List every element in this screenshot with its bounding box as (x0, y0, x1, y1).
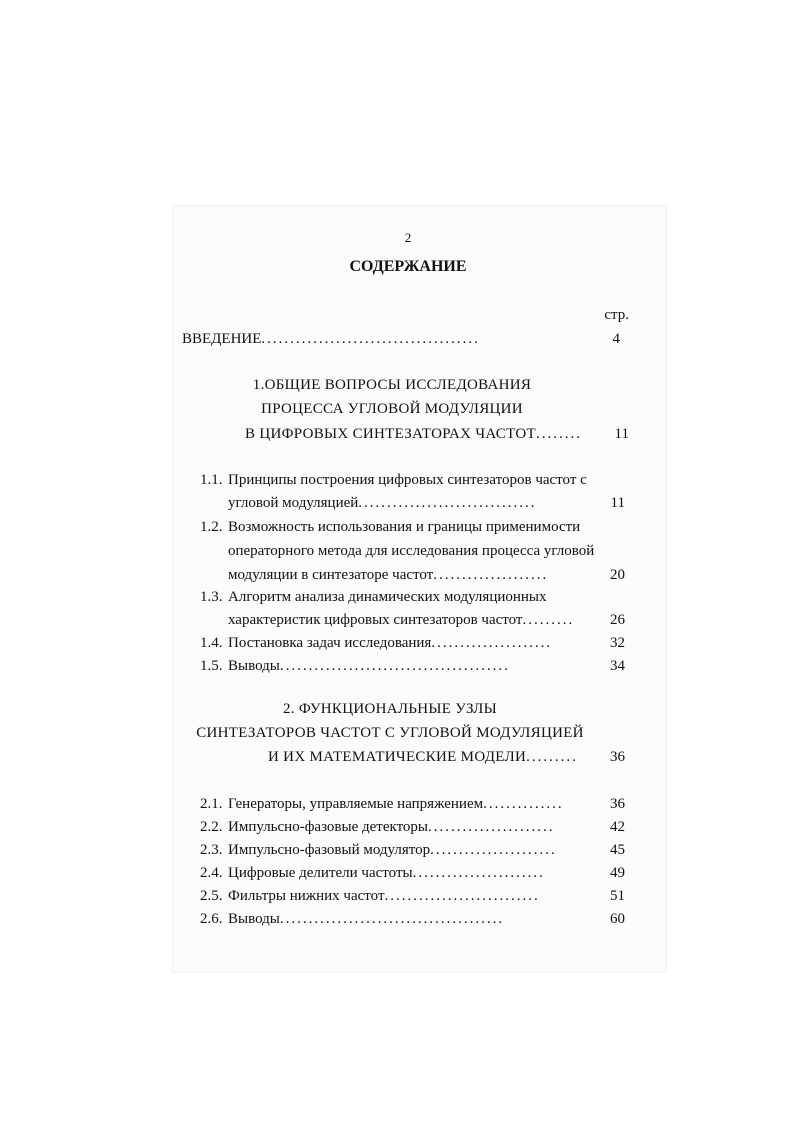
toc-leader-dots: ........................................ (279, 658, 510, 674)
toc-item-text: угловой модуляцией (228, 495, 359, 511)
toc-item-page: 42 (610, 819, 625, 835)
toc-item-number: 2.6. (200, 911, 223, 927)
toc-item-line: Алгоритм анализа динамических модуляционных (228, 589, 547, 605)
toc-item-last-line (228, 794, 564, 814)
toc-item-last-line (228, 656, 510, 676)
toc-item-number: 2.5. (200, 888, 223, 904)
chapter1-heading-line2: ПРОЦЕССА УГЛОВОЙ МОДУЛЯЦИИ (261, 401, 523, 417)
toc-leader-dots: ........................... (384, 888, 540, 904)
toc-item-last-line (228, 610, 574, 630)
chapter2-heading-text: И ИХ МАТЕМАТИЧЕСКИЕ МОДЕЛИ (268, 749, 527, 765)
toc-entry-text: ВВЕДЕНИЕ (182, 331, 262, 347)
toc-item-last-line (228, 863, 545, 883)
toc-item-text: Постановка задач исследования (228, 635, 432, 651)
chapter2-heading-line3 (268, 747, 578, 767)
toc-item-page: 32 (610, 635, 625, 651)
toc-item-number: 2.2. (200, 819, 223, 835)
toc-leader-dots: ............................... (358, 495, 537, 511)
toc-entry-intro (182, 329, 480, 349)
toc-leader-dots: ....................... (412, 865, 545, 881)
toc-item-last-line (228, 840, 557, 860)
toc-item-last-line (228, 909, 504, 929)
chapter2-heading-line2: СИНТЕЗАТОРОВ ЧАСТОТ С УГЛОВОЙ МОДУЛЯЦИЕЙ (196, 725, 584, 741)
toc-item-text: Фильтры нижних частот (228, 888, 385, 904)
toc-item-number: 1.5. (200, 658, 223, 674)
toc-leader-dots: ....................................... (279, 911, 505, 927)
toc-item-page: 20 (610, 567, 625, 583)
toc-leader-dots: ...................... (430, 842, 557, 858)
toc-item-page: 51 (610, 888, 625, 904)
toc-item-text: Импульсно-фазовые детекторы (228, 819, 429, 835)
chapter2-page: 36 (610, 749, 625, 765)
toc-item-text: Выводы (228, 658, 280, 674)
chapter1-heading-line1: 1.ОБЩИЕ ВОПРОСЫ ИССЛЕДОВАНИЯ (252, 377, 532, 393)
toc-leader-dots: .............. (483, 796, 564, 812)
toc-item-text: характеристик цифровых синтезаторов частот (228, 612, 523, 628)
toc-item-number: 2.3. (200, 842, 223, 858)
toc-item-page: 45 (610, 842, 625, 858)
toc-leader-dots: .................... (433, 567, 549, 583)
toc-item-page: 36 (610, 796, 625, 812)
toc-item-text: модуляции в синтезаторе частот (228, 567, 434, 583)
toc-item-number: 1.2. (200, 519, 223, 535)
toc-item-number: 2.1. (200, 796, 223, 812)
toc-item-text: Импульсно-фазовый модулятор (228, 842, 431, 858)
toc-item-page: 26 (610, 612, 625, 628)
toc-item-number: 1.3. (200, 589, 223, 605)
toc-item-last-line (228, 886, 540, 906)
toc-item-line: операторного метода для исследования процесса угловой (228, 543, 595, 559)
toc-item-text: Генераторы, управляемые напряжением (228, 796, 484, 812)
toc-item-number: 1.4. (200, 635, 223, 651)
toc-item-number: 1.1. (200, 472, 223, 488)
toc-leader-dots: ...................... (428, 819, 555, 835)
toc-item-page: 11 (610, 495, 625, 511)
toc-entry-page: 4 (612, 331, 620, 347)
page-title: СОДЕРЖАНИЕ (349, 258, 467, 275)
toc-item-text: Выводы (228, 911, 280, 927)
toc-item-text: Цифровые делители частоты (228, 865, 413, 881)
toc-item-last-line (228, 565, 548, 585)
toc-leader-dots: ..................... (431, 635, 553, 651)
toc-item-page: 60 (610, 911, 625, 927)
chapter1-heading-line3 (245, 424, 582, 444)
toc-item-last-line (228, 493, 537, 513)
toc-leader-dots: ........ (535, 426, 582, 442)
chapter2-heading-line1: 2. ФУНКЦИОНАЛЬНЫЕ УЗЛЫ (282, 701, 498, 717)
toc-item-number: 2.4. (200, 865, 223, 881)
toc-item-last-line (228, 817, 555, 837)
toc-leader-dots: ......... (526, 749, 578, 765)
toc-item-last-line (228, 633, 552, 653)
toc-item-line: Возможность использования и границы применимости (228, 519, 581, 535)
page-column-label: стр. (604, 307, 629, 323)
chapter1-page: 11 (614, 426, 629, 442)
toc-leader-dots: ......... (522, 612, 575, 628)
page-number: 2 (404, 230, 412, 245)
chapter1-heading-text: В ЦИФРОВЫХ СИНТЕЗАТОРАХ ЧАСТОТ (245, 426, 536, 442)
toc-item-page: 49 (610, 865, 625, 881)
toc-item-page: 34 (610, 658, 625, 674)
toc-item-line: Принципы построения цифровых синтезаторов частот с (228, 472, 587, 488)
toc-leader-dots: ...................................... (261, 331, 480, 347)
